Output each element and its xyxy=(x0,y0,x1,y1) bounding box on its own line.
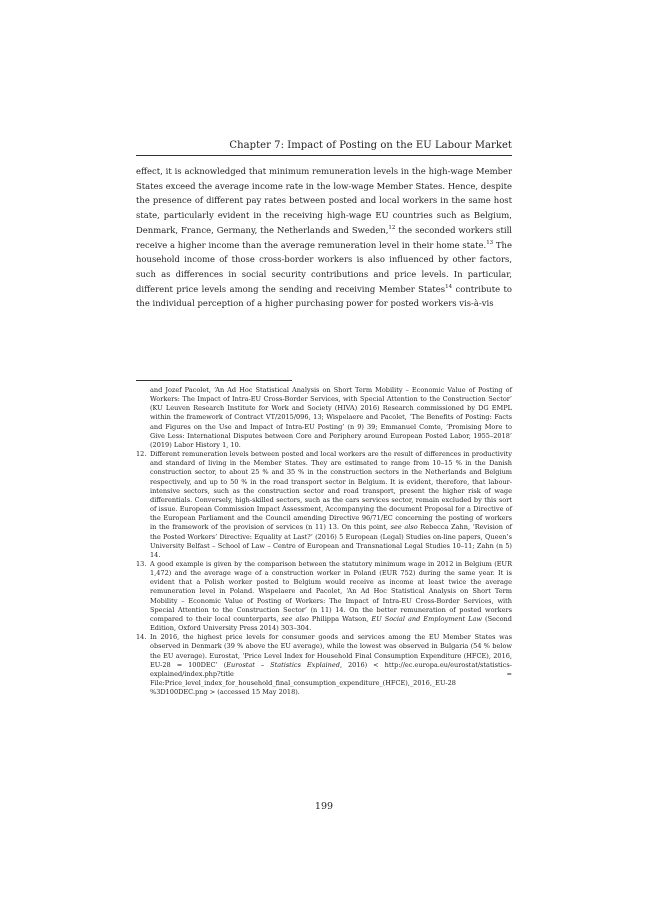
footnote-12 xyxy=(136,450,512,560)
footnote-text: (Second Edition, Oxford University Press 2014) 303–304. xyxy=(150,614,512,633)
footnote-number: 14. xyxy=(136,633,147,642)
footnote-14 xyxy=(136,633,512,697)
footnote-publication: Eurostat – Statistics Explained xyxy=(226,660,340,669)
footnote-rule xyxy=(136,380,292,381)
footnote-text: A good example is given by the comparison between the statutory minimum wage in 2012 in Belgium (EUR 1,472) and the average wage of a construction worker in Poland (EUR 752) during the same year. It is evident that a Polish worker posted to Belgium would receive as income at least twice the average remuneration level in Poland. Wispelaere and Pacolet, ‘An Ad Hoc Statistical Analysis on Short Term Mobility – Economic Value of Posting of Workers: The Impact of Intra-EU Cross-Border Services, with Special Attention to the Construction Sector’ (n 11) 14. On the better remuneration of posted workers compared to their local counterparts, xyxy=(150,559,512,623)
footnote-13 xyxy=(136,560,512,633)
body-text-part: effect, it is acknowledged that minimum remuneration levels in the high-wage Member States exceed the average income rate in the low-wage Member States. Hence, despite the presence of different pay rates between posted and local workers in the same host state, particularly evident in the receiving high-wage EU countries such as Belgium, Denmark, France, Germany, the Netherlands and Sweden, xyxy=(136,166,512,235)
footnote-ref-12[interactable]: 12 xyxy=(388,225,396,231)
footnote-text: , 2016) < http://ec.europa.eu/eurostat/statistics-explained/index.php?title = File:Price_level_index_for_household_final_consumption_expenditure_(HFCE),_2016,_EU-28 %3D100DEC.png > (accessed 15 May 2018). xyxy=(150,660,512,697)
footnote-text: In 2016, the highest price levels for consumer goods and services among the EU Member States was observed in Denmark (39 % above the EU average), while the lowest was observed in Bulgaria (54 % below the EU average). Eurostat, ‘Price Level Index for Household Final Consumption Expenditure (HFCE), 2016, EU-28 = 100DEC’ ( xyxy=(150,633,512,669)
footnote-number: 12. xyxy=(136,450,147,459)
body-text-part: contribute to the individual perception of a higher purchasing power for posted workers vis-à-vis xyxy=(136,283,513,309)
footnote-ref-13[interactable]: 13 xyxy=(486,239,494,246)
footnote-number: 13. xyxy=(136,559,147,568)
footnote-ref-14[interactable]: 14 xyxy=(445,283,453,290)
body-text-part: The household income of those cross-border workers is also influenced by other factors, such as differences in social security contributions and price levels. In particular, different price levels among the sending and receiving Member States xyxy=(136,239,512,294)
footnote-emphasis: see also xyxy=(390,523,418,532)
footnote-text: Philippa Watson, xyxy=(308,614,369,623)
footnotes xyxy=(136,386,512,697)
header-rule xyxy=(136,155,512,156)
footnote-continued: and Jozef Pacolet, ‘An Ad Hoc Statistical Analysis on Short Term Mobility – Economic Value of Posting of Workers: The Impact of Intra-EU Cross-Border Services, with Special Attention to the Construction Sector’ (KU Leuven Research Institute for Work and Society (HIVA) 2016) Research commissioned by DG EMPL within the framework of Contract VT/2015/096, 13; Wispelaere and Pacolet, ‘The Benefits of Posting: Facts and Figures on the Use and Impact of Intra-EU Posting’ (n 9) 39; Emmanuel Comte, ‘Promising More to Give Less: International Disputes between Core and Periphery around European Posted Labor, 1955–2018’ (2019) Labor History 1, 10. xyxy=(150,386,512,449)
footnote-text: Different remuneration levels between posted and local workers are the result of differences in productivity and standard of living in the Member States. They are estimated to range from 10–15 % in the Danish construction sector, to about 25 % and 35 % in the construction sectors in the Netherlands and Belgium respectively, and up to 50 % in the road transport sector in Belgium. It is evident, therefore, that labour-intensive sectors, such as the construction sector and road transport, present the higher risk of wage differentials. Conversely, high-skilled sectors, such as the cars services sector, remain excluded by this sort of issue. European Commission Impact Assessment, Accompanying the document Proposal for a Directive of the European Parliament and the Council amending Directive 96/71/EC concerning the posting of workers in the framework of the provision of services (n 11) 13. On this point, xyxy=(150,450,512,532)
page-number: 199 xyxy=(314,801,334,812)
running-head: Chapter 7: Impact of Posting on the EU Labour Market xyxy=(229,140,512,151)
body-text-part: the seconded workers still receive a higher income than the average remuneration level in their home state. xyxy=(136,224,512,250)
footnote-text: Rebecca Zahn, ‘Revision of the Posted Workers’ Directive: Equality at Last?’ (2016) 5 European (Legal) Studies on-line papers, Queen’s University Belfast – School of Law – Centre of European and Transnational Legal Studies 10–11; Zahn (n 5) 14. xyxy=(150,523,512,559)
footnote-emphasis: see also xyxy=(281,614,309,623)
body-paragraph xyxy=(136,164,512,311)
footnote-book-title: EU Social and Employment Law xyxy=(371,614,483,623)
